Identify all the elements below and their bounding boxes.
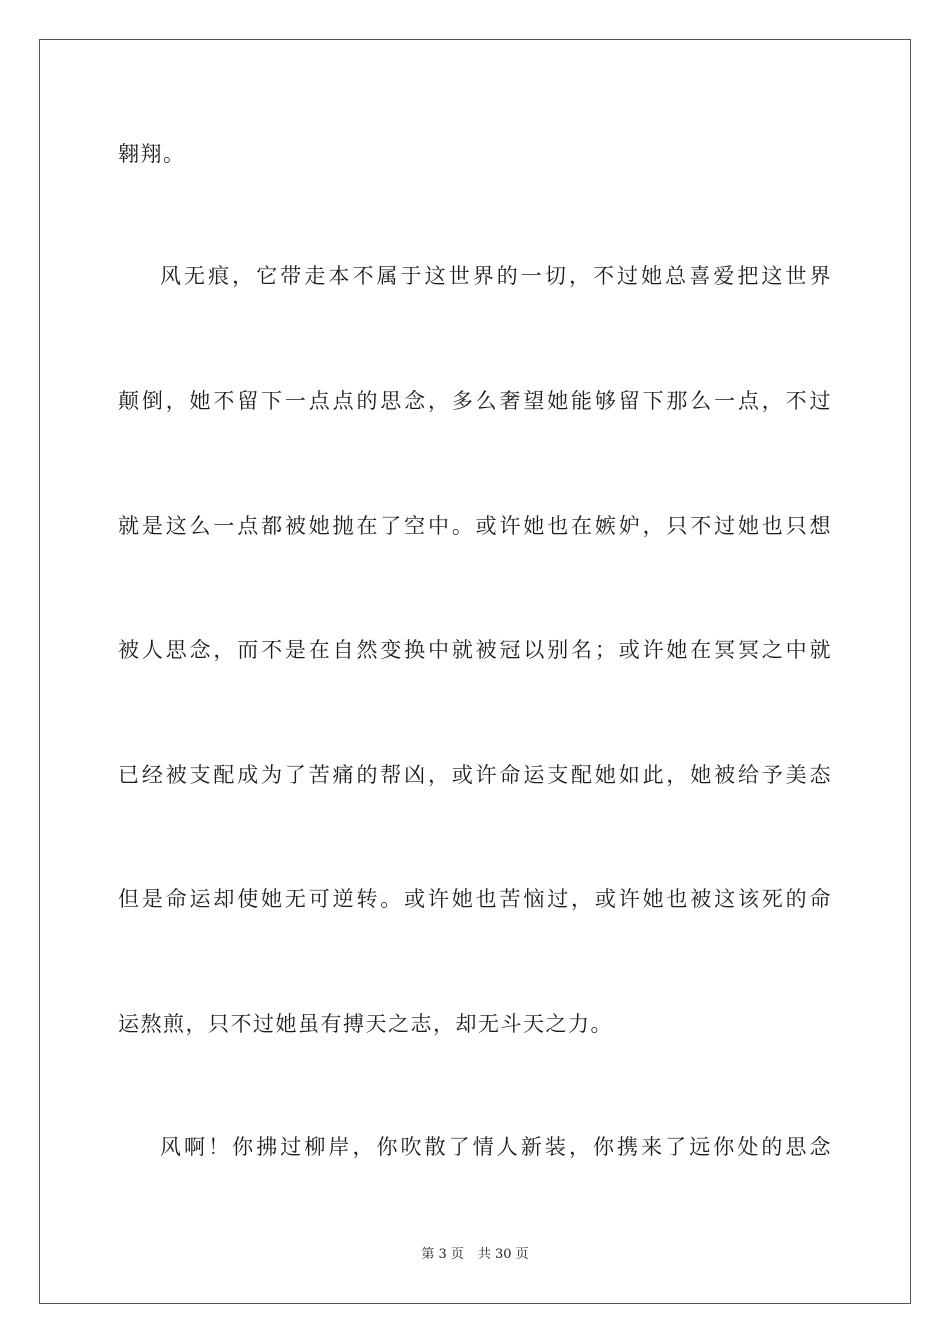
page-border — [39, 39, 911, 1304]
page-total: 共 30 页 — [477, 1247, 529, 1262]
text-line-5: 被人思念，而不是在自然变换中就被冠以别名；或许她在冥冥之中就 — [118, 638, 832, 662]
page-number: 第 3 页 — [421, 1247, 464, 1262]
text-line-6: 已经被支配成为了苦痛的帮凶，或许命运支配她如此，她被给予美态 — [118, 763, 832, 787]
text-line-4: 就是这么一点都被她抛在了空中。或许她也在嫉妒，只不过她也只想 — [118, 514, 832, 538]
page-footer — [0, 1246, 950, 1264]
text-line-7: 但是命运却使她无可逆转。或许她也苦恼过，或许她也被这该死的命 — [118, 887, 832, 911]
text-line-9: 风啊！你拂过柳岸，你吹散了情人新装，你携来了远你处的思念 — [160, 1135, 832, 1159]
text-line-2: 风无痕，它带走本不属于这世界的一切，不过她总喜爱把这世界 — [160, 264, 832, 288]
text-line-8: 运熬煎，只不过她虽有搏天之志，却无斗天之力。 — [118, 1012, 613, 1036]
text-line-3: 颠倒，她不留下一点点的思念，多么奢望她能够留下那么一点，不过 — [118, 389, 832, 413]
text-line-1: 翱翔。 — [118, 142, 186, 166]
